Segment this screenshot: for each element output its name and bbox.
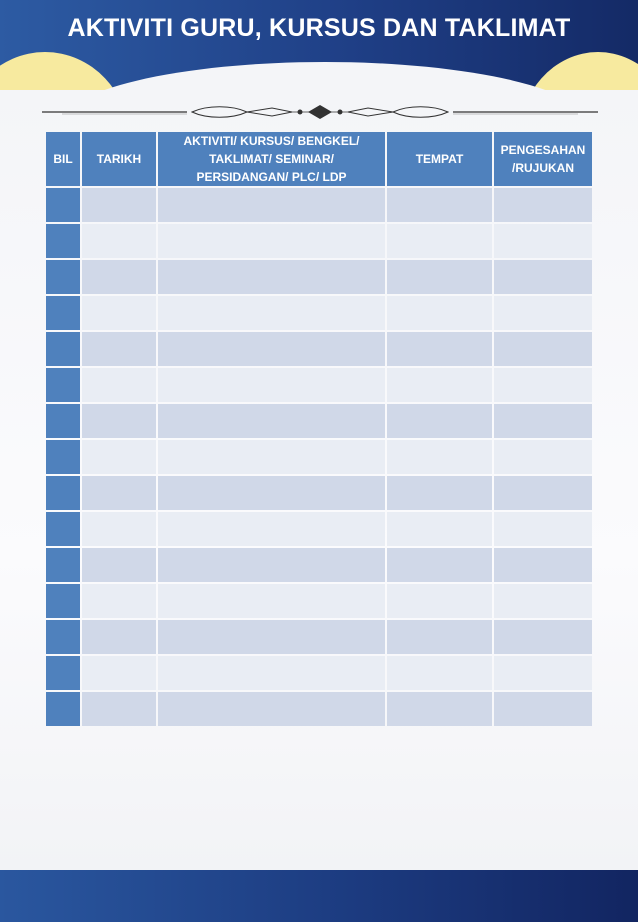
table-cell-aktiviti[interactable] xyxy=(158,368,385,402)
table-cell-tempat[interactable] xyxy=(387,656,492,690)
table-cell-aktiviti[interactable] xyxy=(158,620,385,654)
table-cell-tempat[interactable] xyxy=(387,476,492,510)
table-cell-bil[interactable] xyxy=(46,692,80,726)
table-cell-aktiviti[interactable] xyxy=(158,404,385,438)
table-cell-tarikh[interactable] xyxy=(82,332,156,366)
column-header-label: AKTIVITI/ KURSUS/ BENGKEL/ TAKLIMAT/ SEMINAR/ PERSIDANGAN/ PLC/ LDP xyxy=(183,134,360,184)
table-row xyxy=(46,296,592,330)
header-wave-center xyxy=(60,62,590,90)
column-header-tarikh xyxy=(82,132,156,186)
table-row xyxy=(46,440,592,474)
table-row xyxy=(46,332,592,366)
table-cell-tempat[interactable] xyxy=(387,332,492,366)
column-header-label: PENGESAHAN /RUJUKAN xyxy=(500,143,586,175)
table-cell-pengesahan[interactable] xyxy=(494,188,592,222)
table-cell-aktiviti[interactable] xyxy=(158,656,385,690)
column-header-label: TARIKH xyxy=(96,152,142,166)
table-cell-aktiviti[interactable] xyxy=(158,296,385,330)
activity-table xyxy=(44,130,594,728)
table-cell-tempat[interactable] xyxy=(387,692,492,726)
table-cell-pengesahan[interactable] xyxy=(494,368,592,402)
table-cell-pengesahan[interactable] xyxy=(494,260,592,294)
table-cell-tempat[interactable] xyxy=(387,512,492,546)
table-cell-pengesahan[interactable] xyxy=(494,548,592,582)
table-cell-tarikh[interactable] xyxy=(82,368,156,402)
table-cell-pengesahan[interactable] xyxy=(494,656,592,690)
table-body xyxy=(46,188,592,726)
table-cell-tempat[interactable] xyxy=(387,368,492,402)
table-cell-bil[interactable] xyxy=(46,584,80,618)
header-wave-left xyxy=(0,52,130,90)
table-cell-pengesahan[interactable] xyxy=(494,692,592,726)
table-cell-tarikh[interactable] xyxy=(82,584,156,618)
table-cell-pengesahan[interactable] xyxy=(494,440,592,474)
column-header-aktiviti xyxy=(158,132,385,186)
table-cell-aktiviti[interactable] xyxy=(158,476,385,510)
table-cell-bil[interactable] xyxy=(46,260,80,294)
table-header-row xyxy=(46,132,592,186)
table-cell-aktiviti[interactable] xyxy=(158,692,385,726)
table-cell-aktiviti[interactable] xyxy=(158,188,385,222)
table-row xyxy=(46,620,592,654)
table-cell-pengesahan[interactable] xyxy=(494,332,592,366)
table-cell-bil[interactable] xyxy=(46,620,80,654)
table-cell-aktiviti[interactable] xyxy=(158,440,385,474)
table-cell-bil[interactable] xyxy=(46,548,80,582)
column-header-bil xyxy=(46,132,80,186)
table-row xyxy=(46,692,592,726)
table-cell-aktiviti[interactable] xyxy=(158,224,385,258)
table-row xyxy=(46,260,592,294)
footer-bar xyxy=(0,870,638,922)
column-header-pengesahan xyxy=(494,132,592,186)
table-cell-aktiviti[interactable] xyxy=(158,548,385,582)
ornamental-divider xyxy=(42,102,598,122)
table-cell-tempat[interactable] xyxy=(387,404,492,438)
header-wave-right xyxy=(518,52,638,90)
table-row xyxy=(46,404,592,438)
table-cell-tarikh[interactable] xyxy=(82,440,156,474)
column-header-tempat xyxy=(387,132,492,186)
table-row xyxy=(46,368,592,402)
table-row xyxy=(46,512,592,546)
table-cell-tempat[interactable] xyxy=(387,224,492,258)
table-cell-tempat[interactable] xyxy=(387,548,492,582)
table-cell-bil[interactable] xyxy=(46,188,80,222)
table-cell-pengesahan[interactable] xyxy=(494,296,592,330)
table-cell-pengesahan[interactable] xyxy=(494,584,592,618)
table-cell-aktiviti[interactable] xyxy=(158,584,385,618)
table-cell-bil[interactable] xyxy=(46,476,80,510)
table-cell-aktiviti[interactable] xyxy=(158,332,385,366)
table-cell-tempat[interactable] xyxy=(387,584,492,618)
table-cell-bil[interactable] xyxy=(46,368,80,402)
table-row xyxy=(46,656,592,690)
table-cell-bil[interactable] xyxy=(46,332,80,366)
column-header-label: TEMPAT xyxy=(415,152,464,166)
table-cell-bil[interactable] xyxy=(46,296,80,330)
table-cell-pengesahan[interactable] xyxy=(494,404,592,438)
table-row xyxy=(46,224,592,258)
table-cell-tempat[interactable] xyxy=(387,296,492,330)
table-cell-bil[interactable] xyxy=(46,512,80,546)
table-cell-pengesahan[interactable] xyxy=(494,476,592,510)
table-cell-tarikh[interactable] xyxy=(82,296,156,330)
column-header-label: BIL xyxy=(53,152,73,166)
table-cell-tarikh[interactable] xyxy=(82,656,156,690)
table-cell-pengesahan[interactable] xyxy=(494,512,592,546)
table-cell-pengesahan[interactable] xyxy=(494,620,592,654)
table-cell-bil[interactable] xyxy=(46,404,80,438)
table-cell-tarikh[interactable] xyxy=(82,224,156,258)
table-cell-bil[interactable] xyxy=(46,656,80,690)
table-cell-tarikh[interactable] xyxy=(82,260,156,294)
table-cell-tempat[interactable] xyxy=(387,260,492,294)
table-row xyxy=(46,188,592,222)
table-cell-aktiviti[interactable] xyxy=(158,512,385,546)
table-cell-bil[interactable] xyxy=(46,224,80,258)
table-cell-tarikh[interactable] xyxy=(82,620,156,654)
header-banner xyxy=(0,0,638,90)
table-cell-tempat[interactable] xyxy=(387,620,492,654)
table-row xyxy=(46,548,592,582)
table-cell-tarikh[interactable] xyxy=(82,512,156,546)
page-title: AKTIVITI GURU, KURSUS DAN TAKLIMAT xyxy=(67,14,571,42)
table-cell-tarikh[interactable] xyxy=(82,476,156,510)
table-cell-tarikh[interactable] xyxy=(82,692,156,726)
table-cell-pengesahan[interactable] xyxy=(494,224,592,258)
table-cell-tempat[interactable] xyxy=(387,188,492,222)
table-row xyxy=(46,584,592,618)
table-cell-tarikh[interactable] xyxy=(82,188,156,222)
table-cell-bil[interactable] xyxy=(46,440,80,474)
table-cell-tarikh[interactable] xyxy=(82,548,156,582)
table-row xyxy=(46,476,592,510)
table-cell-tarikh[interactable] xyxy=(82,404,156,438)
table-cell-tempat[interactable] xyxy=(387,440,492,474)
table-cell-aktiviti[interactable] xyxy=(158,260,385,294)
